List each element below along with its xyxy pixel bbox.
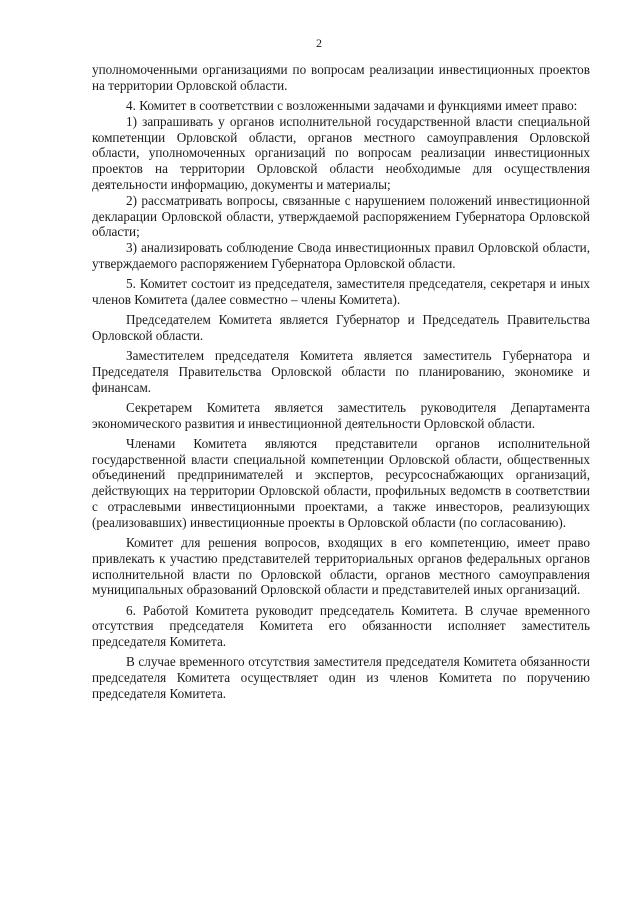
paragraph-subitem-3: 3) анализировать соблюдение Свода инвестиционных правил Орловской области, утверждаемого распоряжением Губернатора Орловской области. xyxy=(92,240,590,271)
paragraph-deputy-absence: В случае временного отсутствия заместителя председателя Комитета обязанности председателя Комитета осуществляет один из членов Комитета по поручению председателя Комитета. xyxy=(92,654,590,701)
document-body xyxy=(92,62,590,706)
paragraph-item-5: 5. Комитет состоит из председателя, заместителя председателя, секретаря и иных членов Комитета (далее совместно – члены Комитета). xyxy=(92,276,590,307)
page-number: 2 xyxy=(316,36,322,50)
paragraph-members: Членами Комитета являются представители органов исполнительной государственной власти специальной компетенции Орловской области, общественных объединений предпринимателей и экспертов, ресурсоснабжающих организаций, действующих на территории Орловской области, профильных ведомств в соответствии с отраслевыми инвестиционными проектами, а также инвесторов, реализующих (реализовавших) инвестиционные проекты в Орловской области (по согласованию). xyxy=(92,435,590,530)
paragraph-item-6: 6. Работой Комитета руководит председатель Комитета. В случае временного отсутствия председателя Комитета его обязанности исполняет заместитель председателя Комитета. xyxy=(92,602,590,650)
paragraph-continuation: уполномоченными организациями по вопросам реализации инвестиционных проектов на территории Орловской области. xyxy=(92,62,590,93)
paragraph-chairman: Председателем Комитета является Губернатор и Председатель Правительства Орловской области. xyxy=(92,312,590,343)
paragraph-subitem-1: 1) запрашивать у органов исполнительной государственной власти специальной компетенции Орловской области, органов местного самоуправления Орловской области, уполномоченных организаций по вопросам реализации инвестиционных проектов на территории Орловской области необходимые для осуществления деятельности информацию, документы и материалы; xyxy=(92,113,590,192)
paragraph-deputy-chairman: Заместителем председателя Комитета является заместитель Губернатора и Председателя Правительства Орловской области по планированию, экономике и финансам. xyxy=(92,348,590,395)
paragraph-secretary: Секретарем Комитета является заместитель руководителя Департамента экономического развития и инвестиционной деятельности Орловской области. xyxy=(92,399,590,431)
paragraph-subitem-2: 2) рассматривать вопросы, связанные с нарушением положений инвестиционной декларации Орловской области, утверждаемой распоряжением Губернатора Орловской области; xyxy=(92,192,590,240)
paragraph-item-4: 4. Комитет в соответствии с возложенными задачами и функциями имеет право: xyxy=(126,97,578,113)
paragraph-invite-representatives: Комитет для решения вопросов, входящих в его компетенцию, имеет право привлекать к участию представителей территориальных органов федеральных органов исполнительной власти по Орловской области, органов местного самоуправления муниципальных образований Орловской области и представителей иных организаций. xyxy=(92,535,590,598)
